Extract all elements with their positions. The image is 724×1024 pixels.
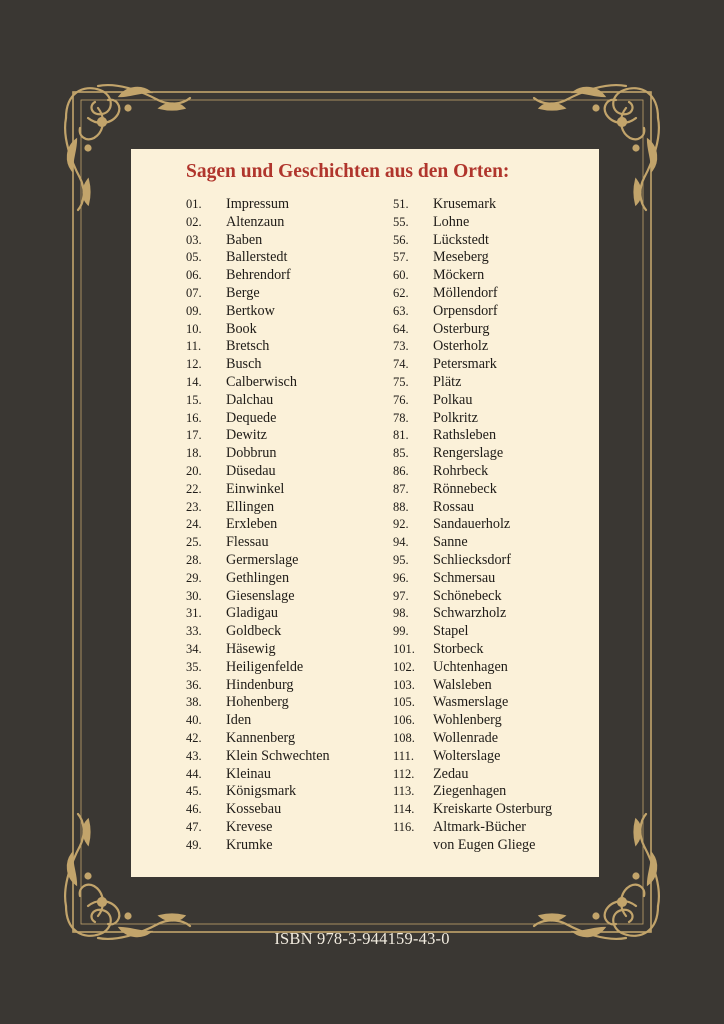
entry-place-name: Gethlingen xyxy=(226,569,290,586)
entry-number: 20. xyxy=(186,463,202,478)
contents-entry xyxy=(186,677,330,695)
contents-entry xyxy=(393,267,552,285)
contents-entry xyxy=(186,267,330,285)
entry-place-name: Klein Schwechten xyxy=(226,747,330,764)
entry-number: 17. xyxy=(186,428,202,443)
entry-place-name: Königsmark xyxy=(226,783,297,800)
entry-place-name: Einwinkel xyxy=(226,480,285,497)
entry-place-name: Behrendorf xyxy=(226,267,291,284)
contents-entry xyxy=(393,249,552,267)
entry-place-name: Osterburg xyxy=(433,320,490,337)
entry-number: 111. xyxy=(393,748,414,763)
contents-entry xyxy=(393,445,552,463)
contents-entry xyxy=(186,552,330,570)
entry-place-name: Berge xyxy=(226,284,260,301)
contents-entry xyxy=(186,196,330,214)
entry-place-name: Iden xyxy=(226,712,252,729)
entry-place-name: Gladigau xyxy=(226,605,279,622)
entry-number: 64. xyxy=(393,321,409,336)
entry-place-name: Rönnebeck xyxy=(433,480,497,497)
entry-number: 74. xyxy=(393,357,409,372)
entry-place-name: Hindenburg xyxy=(226,676,294,693)
contents-entry xyxy=(186,516,330,534)
entry-number: 86. xyxy=(393,463,409,478)
contents-entry xyxy=(186,570,330,588)
entry-place-name: Sanne xyxy=(433,534,468,551)
contents-entry xyxy=(393,374,552,392)
entry-place-name: Petersmark xyxy=(433,356,497,373)
contents-entry xyxy=(186,730,330,748)
contents-entry xyxy=(186,605,330,623)
contents-entry xyxy=(186,694,330,712)
entry-number: 49. xyxy=(186,837,202,852)
entry-place-name: Walsleben xyxy=(433,676,492,693)
entry-number: 101. xyxy=(393,641,415,656)
contents-entry xyxy=(393,783,552,801)
entry-place-name: Wasmerslage xyxy=(433,694,509,711)
entry-number: 102. xyxy=(393,659,415,674)
entry-number: 25. xyxy=(186,535,202,550)
entry-number: 75. xyxy=(393,374,409,389)
entry-place-name: Erxleben xyxy=(226,516,278,533)
entry-number: 106. xyxy=(393,713,415,728)
contents-entry xyxy=(186,463,330,481)
entry-place-name: Möckern xyxy=(433,267,485,284)
entry-place-name: Lohne xyxy=(433,213,470,230)
entry-place-name: Kannenberg xyxy=(226,729,296,746)
contents-entry xyxy=(393,570,552,588)
entry-number: 05. xyxy=(186,250,202,265)
entry-place-name: Krusemark xyxy=(433,196,497,212)
entry-number: 57. xyxy=(393,250,409,265)
entry-place-name: Kreiskarte Osterburg xyxy=(433,801,553,818)
contents-entry xyxy=(393,232,552,250)
contents-entry xyxy=(393,694,552,712)
entry-number: 60. xyxy=(393,268,409,283)
entry-place-name: Altmark-Bücher xyxy=(433,818,526,835)
contents-entry xyxy=(393,463,552,481)
entry-number: 24. xyxy=(186,517,202,532)
entry-place-name: Ziegenhagen xyxy=(433,783,507,800)
contents-entry xyxy=(186,374,330,392)
entry-number: 07. xyxy=(186,285,202,300)
contents-entry xyxy=(393,303,552,321)
contents-entry xyxy=(393,285,552,303)
entry-place-name: Osterholz xyxy=(433,338,489,355)
entry-place-name: Bretsch xyxy=(226,338,270,355)
entry-number: 87. xyxy=(393,481,409,496)
contents-entry xyxy=(393,499,552,517)
entry-number: 42. xyxy=(186,730,202,745)
entry-place-name: Rohrbeck xyxy=(433,462,489,479)
contents-entry xyxy=(393,321,552,339)
entry-number: 36. xyxy=(186,677,202,692)
contents-entry xyxy=(186,249,330,267)
entry-number: 99. xyxy=(393,624,409,639)
contents-entry xyxy=(186,641,330,659)
contents-entry xyxy=(393,712,552,730)
entry-number: 55. xyxy=(393,214,409,229)
contents-entry xyxy=(393,534,552,552)
entry-place-name: Calberwisch xyxy=(226,373,297,390)
entry-place-name: Plätz xyxy=(433,373,462,390)
entry-number: 31. xyxy=(186,606,202,621)
contents-entry xyxy=(186,392,330,410)
entry-number: 81. xyxy=(393,428,409,443)
contents-entry xyxy=(186,819,330,837)
entry-number: 96. xyxy=(393,570,409,585)
entry-number: 56. xyxy=(393,232,409,247)
contents-entry xyxy=(186,534,330,552)
entry-number: 116. xyxy=(393,819,415,834)
contents-entry xyxy=(393,552,552,570)
entry-place-name: Ellingen xyxy=(226,498,275,515)
contents-panel xyxy=(131,149,599,877)
isbn-label: ISBN 978-3-944159-43-0 xyxy=(274,929,450,948)
entry-place-name: Schönebeck xyxy=(433,587,502,604)
entry-place-name: Stapel xyxy=(433,623,469,640)
contents-entry xyxy=(186,321,330,339)
contents-entry xyxy=(393,677,552,695)
entry-place-name: Orpensdorf xyxy=(433,302,498,319)
entry-place-name: Dewitz xyxy=(226,427,267,444)
entry-place-name: Kossebau xyxy=(226,801,282,818)
entry-number: 28. xyxy=(186,552,202,567)
entry-number: 47. xyxy=(186,819,202,834)
contents-entry xyxy=(186,748,330,766)
entry-number: 33. xyxy=(186,624,202,639)
contents-entry xyxy=(186,356,330,374)
entry-number: 46. xyxy=(186,802,202,817)
entry-number: 88. xyxy=(393,499,409,514)
entry-continuation: von Eugen Gliege xyxy=(433,836,536,853)
entry-number: 92. xyxy=(393,517,409,532)
contents-entry xyxy=(393,730,552,748)
entry-number: 34. xyxy=(186,641,202,656)
entry-number: 29. xyxy=(186,570,202,585)
entry-place-name: Lückstedt xyxy=(433,231,489,248)
entry-number: 51. xyxy=(393,197,409,211)
entry-number: 40. xyxy=(186,713,202,728)
contents-entry xyxy=(393,392,552,410)
entry-number: 73. xyxy=(393,339,409,354)
contents-entry xyxy=(393,819,552,837)
entry-number: 11. xyxy=(186,339,202,354)
contents-entry xyxy=(393,641,552,659)
entry-number: 10. xyxy=(186,321,202,336)
entry-place-name: Wolterslage xyxy=(433,747,501,764)
entry-number: 63. xyxy=(393,303,409,318)
entry-place-name: Sandauerholz xyxy=(433,516,511,533)
entry-place-name: Dalchau xyxy=(226,391,274,408)
contents-entry xyxy=(393,338,552,356)
entry-place-name: Dobbrun xyxy=(226,445,277,462)
entry-number: 108. xyxy=(393,730,415,745)
entry-place-name: Storbeck xyxy=(433,640,484,657)
entry-number: 76. xyxy=(393,392,409,407)
contents-entry xyxy=(186,499,330,517)
entry-number: 16. xyxy=(186,410,202,425)
contents-entry xyxy=(393,196,552,214)
entry-place-name: Rathsleben xyxy=(433,427,497,444)
contents-entry xyxy=(186,427,330,445)
entry-place-name: Flessau xyxy=(226,534,269,551)
contents-entry xyxy=(186,588,330,606)
entry-place-name: Uchtenhagen xyxy=(433,658,508,675)
entry-place-name: Wollenrade xyxy=(433,729,499,746)
entry-place-name: Goldbeck xyxy=(226,623,282,640)
entry-number: 105. xyxy=(393,695,415,710)
contents-entry xyxy=(186,801,330,819)
entry-place-name: Polkritz xyxy=(433,409,478,426)
entry-number: 94. xyxy=(393,535,409,550)
entry-number: 44. xyxy=(186,766,202,781)
contents-entry xyxy=(186,338,330,356)
entry-number: 78. xyxy=(393,410,409,425)
entry-number: 09. xyxy=(186,303,202,318)
entry-number: 45. xyxy=(186,784,202,799)
contents-entry xyxy=(393,623,552,641)
contents-entry xyxy=(393,801,552,819)
contents-entry xyxy=(393,766,552,784)
contents-entry xyxy=(186,303,330,321)
contents-entry xyxy=(393,588,552,606)
entry-number: 03. xyxy=(186,232,202,247)
contents-entry xyxy=(186,285,330,303)
entry-number: 01. xyxy=(186,197,202,211)
entry-place-name: Book xyxy=(226,320,257,337)
contents-column-left xyxy=(186,196,330,854)
page-title: Sagen und Geschichten aus den Orten: xyxy=(186,161,510,182)
entry-number: 22. xyxy=(186,481,202,496)
entry-place-name: Möllendorf xyxy=(433,284,498,301)
entry-number: 02. xyxy=(186,214,202,229)
contents-entry xyxy=(186,783,330,801)
entry-number: 62. xyxy=(393,285,409,300)
contents-entry xyxy=(186,623,330,641)
entry-place-name: Häsewig xyxy=(226,640,276,657)
entry-place-name: Giesenslage xyxy=(226,587,295,604)
contents-entry xyxy=(393,410,552,428)
contents-column-right xyxy=(393,196,552,854)
contents-entry xyxy=(393,427,552,445)
contents-entry xyxy=(186,712,330,730)
entry-place-name: Ballerstedt xyxy=(226,249,288,266)
entry-number: 103. xyxy=(393,677,415,692)
entry-number: 23. xyxy=(186,499,202,514)
entry-number: 113. xyxy=(393,784,415,799)
contents-entry xyxy=(393,748,552,766)
entry-number: 35. xyxy=(186,659,202,674)
entry-place-name: Dequede xyxy=(226,409,277,426)
contents-entry xyxy=(186,766,330,784)
entry-number: 12. xyxy=(186,357,202,372)
entry-place-name: Germerslage xyxy=(226,551,299,568)
entry-number: 14. xyxy=(186,374,202,389)
entry-number: 85. xyxy=(393,446,409,461)
entry-place-name: Kleinau xyxy=(226,765,271,782)
entry-number: 15. xyxy=(186,392,202,407)
entry-place-name: Krumke xyxy=(226,836,273,853)
entry-place-name: Heiligenfelde xyxy=(226,658,304,675)
entry-place-name: Altenzaun xyxy=(226,213,285,230)
contents-entry xyxy=(186,445,330,463)
contents-entry xyxy=(393,516,552,534)
entry-place-name: Zedau xyxy=(433,765,469,782)
entry-place-name: Rengerslage xyxy=(433,445,504,462)
entry-place-name: Hohenberg xyxy=(226,694,289,711)
entry-place-name: Polkau xyxy=(433,391,473,408)
entry-place-name: Meseberg xyxy=(433,249,489,266)
contents-entry xyxy=(393,605,552,623)
contents-entry xyxy=(186,232,330,250)
contents-entry xyxy=(393,659,552,677)
entry-place-name: Busch xyxy=(226,356,262,373)
entry-place-name: Schwarzholz xyxy=(433,605,507,622)
contents-entry xyxy=(393,481,552,499)
entry-number: 18. xyxy=(186,446,202,461)
entry-number: 43. xyxy=(186,748,202,763)
contents-entry xyxy=(186,659,330,677)
entry-number: 06. xyxy=(186,268,202,283)
contents-entry xyxy=(186,214,330,232)
entry-number: 97. xyxy=(393,588,409,603)
contents-entry xyxy=(186,837,330,855)
entry-place-name: Düsedau xyxy=(226,462,276,479)
contents-entry xyxy=(393,356,552,374)
entry-place-name: Baben xyxy=(226,231,263,248)
entry-number: 30. xyxy=(186,588,202,603)
contents-entry xyxy=(186,410,330,428)
entry-number: 95. xyxy=(393,552,409,567)
entry-number: 38. xyxy=(186,695,202,710)
entry-place-name: Wohlenberg xyxy=(433,712,502,729)
entry-place-name: Schliecksdorf xyxy=(433,551,512,568)
entry-place-name: Krevese xyxy=(226,818,273,835)
entry-place-name: Impressum xyxy=(226,196,290,212)
entry-number: 98. xyxy=(393,606,409,621)
contents-entry xyxy=(186,481,330,499)
entry-number: 114. xyxy=(393,802,415,817)
entry-place-name: Bertkow xyxy=(226,302,275,319)
entry-number: 112. xyxy=(393,766,415,781)
entry-place-name: Schmersau xyxy=(433,569,496,586)
contents-entry xyxy=(393,214,552,232)
entry-place-name: Rossau xyxy=(433,498,474,515)
